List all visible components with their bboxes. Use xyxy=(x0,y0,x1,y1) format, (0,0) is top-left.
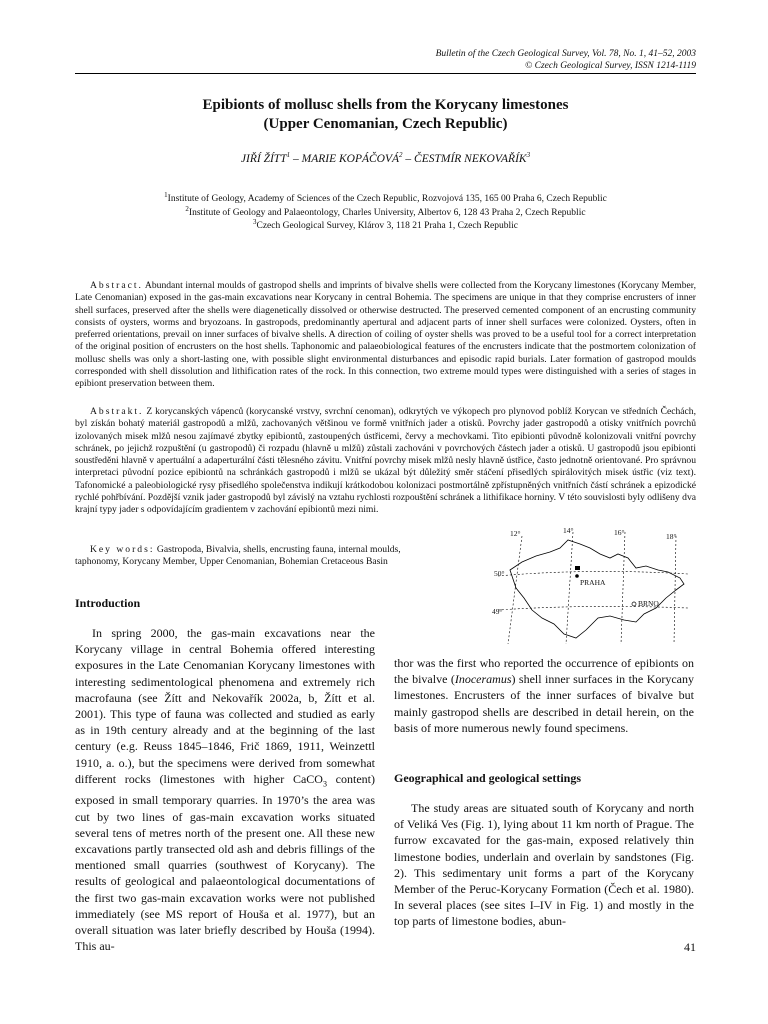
affiliations xyxy=(75,190,696,234)
parallel-50 xyxy=(498,571,688,576)
affiliation-num: 1 xyxy=(164,190,168,199)
meridian-16 xyxy=(621,532,625,644)
affiliation-2 xyxy=(75,204,696,221)
section-heading-geology: Geographical and geological settings xyxy=(394,771,581,785)
author-1-affil: 1 xyxy=(286,151,291,160)
author-2-affil: 2 xyxy=(399,151,403,160)
lon-label-12: 12° xyxy=(510,529,521,538)
abstract-label: Abstract. xyxy=(90,280,143,291)
abstract-text: Abundant internal moulds of gastropod shells and imprints of bivalve shells were collected from the Korycany limestones (Korycany Member, Late Cenomanian) exposed in the gas-main excavations near Korycany in central Bohemia. The specimens are unique in that they comprise encrusters of inner shell surfaces, preserved after the shells were diagenetically dissolved or otherwise destructed. The preserved cemented component of an encrusting community consists of oysters, worms and bryozoans. In gastropods, predominantly apertural and adjacent parts of inner shell surfaces were colonized. Oysters, often in preferred orientations, prevail on inner surfaces of bivalve shells. A direction of coiling of oyster shells was proved to be a useful tool for a correct interpretation of the original position of encrusters on the host shells. Taphonomic and palaeobiological features of the encrusters indicate that the postmortem colonization of mollusc shells was only a short-lasting one, with possible slight environmental disturbances and episodic rapid burials. Later formation of gastropod moulds corresponded with shell dissolution and lithification rates of the rock. In this connection, two extreme mould types were distinguished with a series of stages in epibiont preservation between them. xyxy=(75,280,696,390)
praha-marker xyxy=(575,574,579,578)
abstrakt-label: Abstrakt. xyxy=(90,406,144,417)
affiliation-text: Institute of Geology and Palaeontology, Charles University, Albertov 6, 128 43 Praha 2, Czech Republic xyxy=(188,207,586,218)
genus-name: Inoceramus xyxy=(454,672,512,687)
abstract-czech xyxy=(75,406,696,517)
subscript: 3 xyxy=(322,779,327,789)
text-run: ) shell inner surfaces in the Korycany limestones. Encrusters of the inner surfaces of bivalve but mainly gastropod shells are described in detail herein, on the basis of more numerous newly found specimens. xyxy=(394,672,695,735)
intro-paragraph-1 xyxy=(75,625,375,954)
author-3: ČESTMÍR NEKOVAŘÍK xyxy=(414,153,527,165)
text-run: In spring 2000, the gas-main excavations near the Korycany village in central Bohemia offered interesting exposures in the Late Cenomanian Korycany limestones with interesting sedimentological phenomena and extremely rich macrofauna (see Žítt and Nekovařík 2002a, b, Žítt et al. 2001). This type of fauna was collected and studied as early as in 19th century already and at the beginning of the last century (e.g. Reuss 1845–1846, Frič 1869, 1911, Weinzettl 1910, a. o.), but the specimens were derived from somewhat different rocks (limestones with higher CaCO xyxy=(75,626,375,786)
section-heading-introduction: Introduction xyxy=(75,596,141,610)
page-number: 41 xyxy=(684,940,696,954)
parallel-49 xyxy=(498,606,688,610)
journal-citation: Bulletin of the Czech Geological Survey, Vol. 78, No. 1, 41–52, 2003 xyxy=(435,49,696,59)
lon-label-18: 18° xyxy=(666,532,677,541)
author-3-affil: 3 xyxy=(526,151,531,160)
text-run: thor was the first who reported the occurrence of epibionts on the bivalve ( xyxy=(394,656,694,687)
location-map xyxy=(488,526,694,646)
author-2: MARIE KOPÁČOVÁ xyxy=(301,153,400,165)
affiliation-1 xyxy=(75,190,696,207)
lat-label-49: 49° xyxy=(492,607,503,616)
abstrakt-text: Z korycanských vápenců (korycanské vrstvy, svrchní cenoman), odkrytých ve výkopech pro plynovod poblíž Korycan ve středních Čechách, byl získán bohatý materiál gastropodů a mlžů, zachovaných většinou ve formě vnitřních jader a otisků. Povrchy jader gastropodů a otisky vnitřních povrchů izolovaných misek mlžů nesou zajímavé zbytky epibiontů, zastoupených ústřicemi, červy a mechovkami. Tito epibionti původně kolonizovali vnitřní povrchy schránek, po jejichž rozpuštění (u gastropodů) či rozpadu (hlavně u mlžů) zůstali zachováni v povrchových částech jader a otisků. U gastropodů jsou epibionti soustředěni hlavně v apertuální a adaperturální části tělesného závitu. Vnitřní povrchy misek mlžů nesly hlavně ústřice, často jednotně orientované. Pro správnou interpretaci původní pozice epibiontů na schránkách gastropodů i mlžů se ukázal být důležitý směr stáčení přisedlých spirálovitých misek ústřic (viz text). Tafonomické a paleobiologické rysy přisedlého společenstva indikují krátkodobou kolonizaci postmortálně zpřístupněných vnitřních částí schránek a epizodické rychlé pohřbívání. Pozdější vznik jader gastropodů byl závislý na vztahu rychlosti rozpouštění schránek a lithifikace horniny. V této souvislosti byly odlišeny dva krajní typy jader s odpovídajícím gradientem v zachování epibiontů mezi nimi. xyxy=(75,406,696,516)
author-sep: – xyxy=(402,153,415,165)
keywords-text: Gastropoda, Bivalvia, shells, encrusting fauna, internal moulds, taphonomy, Korycany Member, Upper Cenomanian, Bohemian Cretaceous Basin xyxy=(75,544,401,568)
title-line-2: (Upper Cenomanian, Czech Republic) xyxy=(263,116,508,132)
czech-border-outline xyxy=(510,540,684,638)
keywords-label: Key words: xyxy=(90,544,155,555)
author-1: JIŘÍ ŽÍTT xyxy=(240,153,287,165)
lat-label-50: 50° xyxy=(494,569,505,578)
lon-label-14: 14° xyxy=(563,526,574,535)
abstract-english xyxy=(75,280,696,391)
journal-header xyxy=(436,48,696,72)
city-label-praha: PRAHA xyxy=(580,578,606,587)
meridian-12 xyxy=(508,536,522,644)
intro-paragraph-continued xyxy=(394,655,694,736)
affiliation-num: 2 xyxy=(185,204,189,213)
affiliation-text: Institute of Geology, Academy of Sciences of the Czech Republic, Rozvojová 135, 165 00 Praha 6, Czech Republic xyxy=(167,194,607,204)
title-line-1: Epibionts of mollusc shells from the Korycany limestones xyxy=(202,97,569,113)
lon-label-16: 16° xyxy=(614,528,625,537)
meridian-14 xyxy=(566,532,573,644)
brno-marker xyxy=(632,602,636,606)
article-title xyxy=(75,96,696,134)
author-list xyxy=(75,153,696,165)
city-label-brno: BRNO xyxy=(638,599,659,608)
copyright-line: © Czech Geological Survey, ISSN 1214-1119 xyxy=(525,61,696,71)
affiliation-num: 3 xyxy=(252,217,257,226)
text-run: content) exposed in small temporary quarries. In 1970’s the area was cut by two lines of gas-main excavation works situated several tens of metres north of the present one. All these new excavations partly transected old ash and debris fillings of the mentioned small quarries (southwest of Korycany). The results of geological and palaeontological documentations of the first two gas-main excavation works were not published immediately (see MS report of Houša et al. 1977), but an overall situation was later briefly described by Houša (1994). This au- xyxy=(75,771,375,954)
geology-paragraph-1: The study areas are situated south of Korycany and north of Veliká Ves (Fig. 1), lying about 11 km north of Prague. The furrow excavated for the gas-main, exposed relatively thin limestone bodies, underlain and overlain by sandstones (Fig. 2). This sedimentary unit forms a part of the Korycany Member of the Peruc-Korycany Formation (Čech et al. 1980). In several places (see sites I–IV in Fig. 1) and mostly in the top parts of limestone bodies, abun- xyxy=(394,801,694,929)
author-sep: – xyxy=(290,153,302,165)
keywords xyxy=(75,544,443,569)
affiliation-3 xyxy=(75,217,696,234)
affiliation-text: Czech Geological Survey, Klárov 3, 118 21 Praha 1, Czech Republic xyxy=(256,221,519,231)
study-site-marker xyxy=(575,566,580,570)
header-rule xyxy=(75,73,696,74)
